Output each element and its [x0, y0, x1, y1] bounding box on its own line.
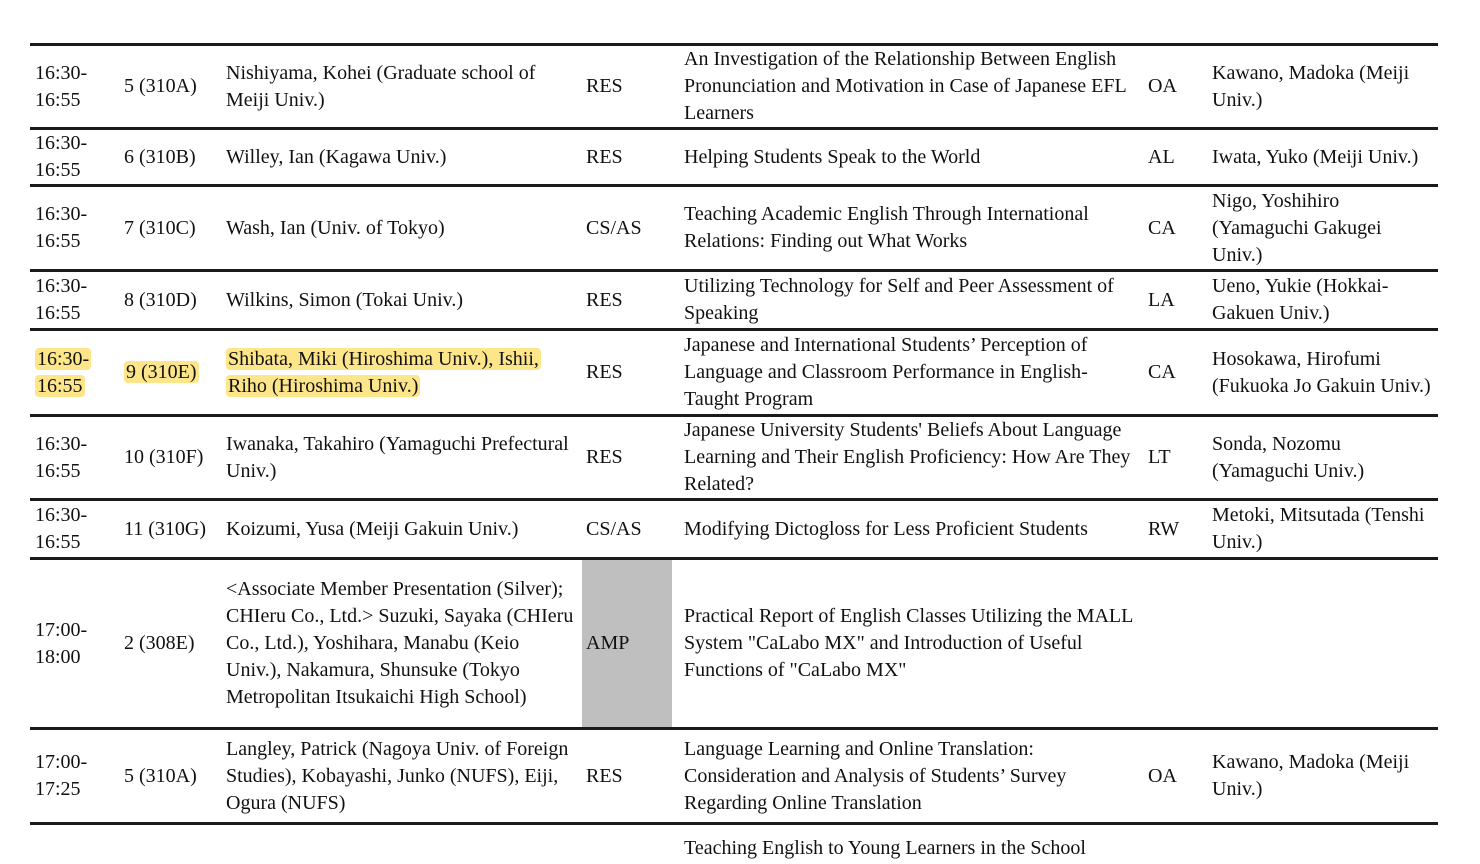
session-time: 16:30-16:55 [30, 129, 120, 186]
room-number: 6 (310B) [120, 129, 220, 186]
presentation-type [582, 824, 672, 864]
chair-cell: Kawano, Madoka (Meiji Univ.) [1206, 45, 1438, 129]
table-row [30, 824, 1438, 864]
highlight-mark: 9 (310E) [126, 361, 197, 383]
highlight-mark: 16:30-16:55 [37, 347, 90, 397]
presenter-cell [220, 330, 582, 416]
area-code: CA [1142, 330, 1206, 416]
table-row-highlighted [30, 330, 1438, 416]
room-number: 11 (310G) [120, 500, 220, 559]
room-number: 5 (310A) [120, 45, 220, 129]
chair-cell: Nigo, Yoshihiro (Yamaguchi Gakugei Univ.) [1206, 186, 1438, 271]
area-code: OA [1142, 729, 1206, 824]
chair-cell: Kawano, Madoka (Meiji Univ.) [1206, 729, 1438, 824]
presentation-type: RES [582, 729, 672, 824]
table-row [30, 729, 1438, 824]
table-row [30, 416, 1438, 500]
presentation-title: Japanese and International Students’ Perception of Language and Classroom Performance in English-Taught Program [672, 330, 1142, 416]
table-row [30, 559, 1438, 729]
presentation-type: RES [582, 416, 672, 500]
area-code: RW [1142, 500, 1206, 559]
presenter-cell: Langley, Patrick (Nagoya Univ. of Foreign Studies), Kobayashi, Junko (NUFS), Eiji, Ogura (NUFS) [220, 729, 582, 824]
presentation-title: Helping Students Speak to the World [672, 129, 1142, 186]
session-time [30, 330, 120, 416]
table-row [30, 186, 1438, 271]
room-number: 2 (308E) [120, 559, 220, 729]
table-row [30, 271, 1438, 330]
presentation-title: An Investigation of the Relationship Between English Pronunciation and Motivation in Case of Japanese EFL Learners [672, 45, 1142, 129]
table-row [30, 500, 1438, 559]
presenter-cell: Wash, Ian (Univ. of Tokyo) [220, 186, 582, 271]
chair-cell: Sonda, Nozomu (Yamaguchi Univ.) [1206, 416, 1438, 500]
presentation-title: Teaching English to Young Learners in the School [684, 837, 1086, 859]
presentation-type: CS/AS [582, 186, 672, 271]
session-time: 16:30-16:55 [30, 500, 120, 559]
session-time: 16:30-16:55 [30, 271, 120, 330]
area-code: CA [1142, 186, 1206, 271]
session-time: 17:00-17:25 [30, 729, 120, 824]
presenter-cell: <Associate Member Presentation (Silver); CHIeru Co., Ltd.> Suzuki, Sayaka (CHIeru Co., Ltd.), Yoshihara, Manabu (Keio Univ.), Nakamura, Shunsuke (Tokyo Metropolitan Itsukaichi High School) [220, 559, 582, 729]
presenter-cell: Willey, Ian (Kagawa Univ.) [220, 129, 582, 186]
schedule-table [30, 43, 1438, 864]
chair-cell [1206, 559, 1438, 729]
chair-cell: Metoki, Mitsutada (Tenshi Univ.) [1206, 500, 1438, 559]
area-code: LA [1142, 271, 1206, 330]
session-time: 16:30-16:55 [30, 45, 120, 129]
presentation-type: RES [582, 330, 672, 416]
presentation-title: Utilizing Technology for Self and Peer Assessment of Speaking [672, 271, 1142, 330]
area-code: AL [1142, 129, 1206, 186]
room-number: 7 (310C) [120, 186, 220, 271]
room-number [120, 330, 220, 416]
presenter-cell [220, 824, 582, 864]
table-row [30, 129, 1438, 186]
presentation-title: Practical Report of English Classes Utilizing the MALL System "CaLabo MX" and Introduction of Useful Functions of "CaLabo MX" [672, 559, 1142, 729]
area-code [1142, 824, 1206, 864]
chair-cell [1206, 824, 1438, 864]
chair-cell: Hosokawa, Hirofumi (Fukuoka Jo Gakuin Univ.) [1206, 330, 1438, 416]
session-time [30, 824, 120, 864]
room-number: 8 (310D) [120, 271, 220, 330]
highlight-mark: Shibata, Miki (Hiroshima Univ.), Ishii, Riho (Hiroshima Univ.) [228, 347, 539, 397]
room-number: 10 (310F) [120, 416, 220, 500]
presentation-type: AMP [582, 559, 672, 729]
session-time: 17:00-18:00 [30, 559, 120, 729]
chair-cell: Ueno, Yukie (Hokkai-Gakuen Univ.) [1206, 271, 1438, 330]
presenter-cell: Wilkins, Simon (Tokai Univ.) [220, 271, 582, 330]
presentation-type: RES [582, 45, 672, 129]
presentation-type: CS/AS [582, 500, 672, 559]
area-code: LT [1142, 416, 1206, 500]
room-number: 5 (310A) [120, 729, 220, 824]
area-code [1142, 559, 1206, 729]
presentation-type: RES [582, 129, 672, 186]
session-time: 16:30-16:55 [30, 186, 120, 271]
table-row [30, 45, 1438, 129]
presentation-title: Modifying Dictogloss for Less Proficient Students [672, 500, 1142, 559]
chair-cell: Iwata, Yuko (Meiji Univ.) [1206, 129, 1438, 186]
session-time: 16:30-16:55 [30, 416, 120, 500]
presentation-title: Language Learning and Online Translation: Consideration and Analysis of Students’ Survey Regarding Online Translation [672, 729, 1142, 824]
presentation-type: RES [582, 271, 672, 330]
presenter-cell: Nishiyama, Kohei (Graduate school of Meiji Univ.) [220, 45, 582, 129]
presenter-cell: Koizumi, Yusa (Meiji Gakuin Univ.) [220, 500, 582, 559]
presentation-title: Japanese University Students' Beliefs About Language Learning and Their English Proficiency: How Are They Related? [672, 416, 1142, 500]
presentation-title: Teaching Academic English Through International Relations: Finding out What Works [672, 186, 1142, 271]
room-number [120, 824, 220, 864]
area-code: OA [1142, 45, 1206, 129]
presenter-cell: Iwanaka, Takahiro (Yamaguchi Prefectural Univ.) [220, 416, 582, 500]
